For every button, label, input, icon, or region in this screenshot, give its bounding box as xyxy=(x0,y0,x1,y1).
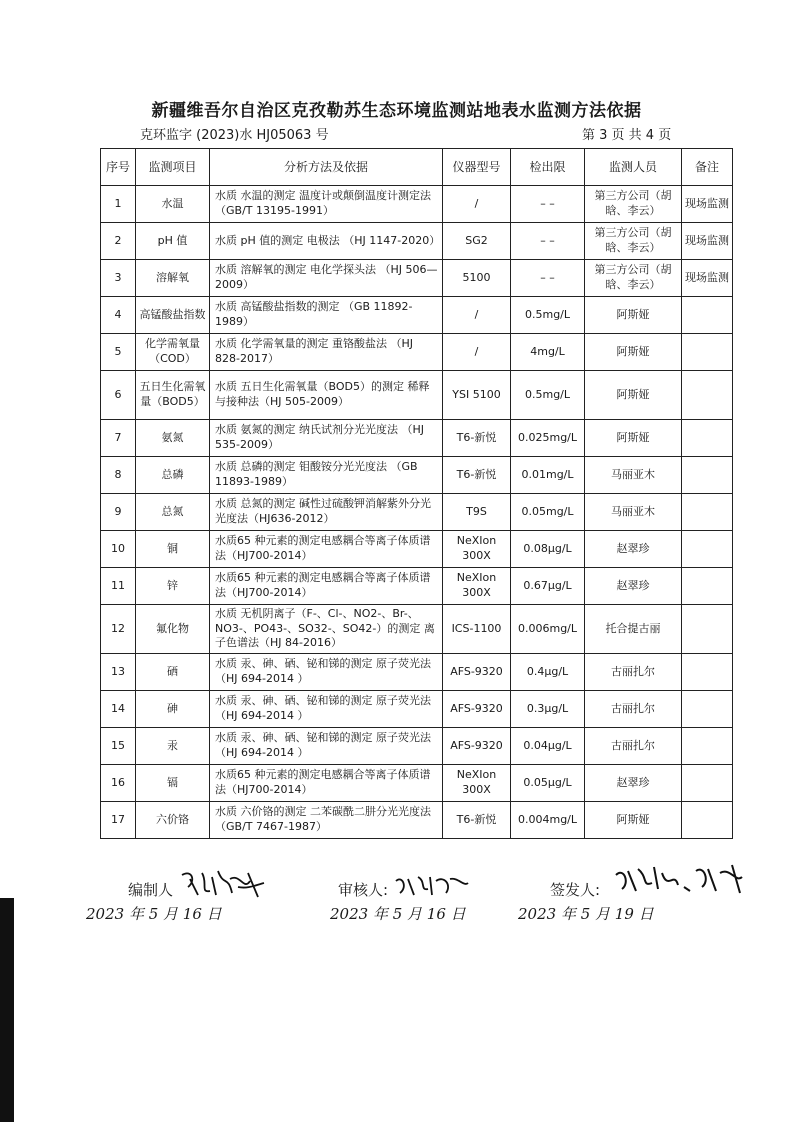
row-item: 锌 xyxy=(136,568,210,605)
row-limit: – – xyxy=(511,186,585,223)
row-no: 13 xyxy=(101,654,136,691)
row-item: 总氮 xyxy=(136,494,210,531)
compiler-label: 编制人 xyxy=(128,881,174,899)
row-note xyxy=(682,420,733,457)
table-row xyxy=(101,802,733,839)
table-row xyxy=(101,654,733,691)
row-instrument: T9S xyxy=(443,494,511,531)
row-instrument: AFS-9320 xyxy=(443,691,511,728)
row-instrument: AFS-9320 xyxy=(443,654,511,691)
row-method: 水质 水温的测定 温度计或颠倒温度计测定法（GB/T 13195-1991） xyxy=(210,186,443,223)
row-staff: 阿斯娅 xyxy=(585,802,682,839)
row-item: pH 值 xyxy=(136,223,210,260)
row-limit: – – xyxy=(511,260,585,297)
row-no: 17 xyxy=(101,802,136,839)
row-instrument: NeXIon 300X xyxy=(443,765,511,802)
row-no: 16 xyxy=(101,765,136,802)
row-staff: 第三方公司（胡晗、李云） xyxy=(585,223,682,260)
row-limit: 0.025mg/L xyxy=(511,420,585,457)
reviewer-signature xyxy=(392,871,472,899)
row-note: 现场监测 xyxy=(682,223,733,260)
header-instrument: 仪器型号 xyxy=(443,149,511,186)
table-row xyxy=(101,605,733,654)
row-method: 水质 总氮的测定 碱性过硫酸钾消解紫外分光光度法（HJ636-2012） xyxy=(210,494,443,531)
row-limit: 0.04μg/L xyxy=(511,728,585,765)
row-instrument: / xyxy=(443,297,511,334)
table-row xyxy=(101,420,733,457)
row-item: 高锰酸盐指数 xyxy=(136,297,210,334)
row-note xyxy=(682,297,733,334)
row-instrument: / xyxy=(443,186,511,223)
methods-table xyxy=(100,148,733,839)
row-staff: 古丽扎尔 xyxy=(585,654,682,691)
row-staff: 托合提古丽 xyxy=(585,605,682,654)
row-staff: 赵翠珍 xyxy=(585,568,682,605)
row-limit: 0.006mg/L xyxy=(511,605,585,654)
row-note: 现场监测 xyxy=(682,186,733,223)
table-row xyxy=(101,568,733,605)
row-note xyxy=(682,691,733,728)
row-instrument: T6-新悦 xyxy=(443,457,511,494)
row-staff: 阿斯娅 xyxy=(585,371,682,420)
header-no: 序号 xyxy=(101,149,136,186)
document-number: 克环监字 (2023)水 HJ05063 号 xyxy=(140,128,329,143)
row-no: 1 xyxy=(101,186,136,223)
row-no: 11 xyxy=(101,568,136,605)
row-method: 水质 溶解氧的测定 电化学探头法 （HJ 506—2009） xyxy=(210,260,443,297)
row-item: 汞 xyxy=(136,728,210,765)
row-note: 现场监测 xyxy=(682,260,733,297)
table-row xyxy=(101,260,733,297)
row-staff: 赵翠珍 xyxy=(585,765,682,802)
row-limit: 0.3μg/L xyxy=(511,691,585,728)
row-limit: 0.4μg/L xyxy=(511,654,585,691)
row-limit: 0.08μg/L xyxy=(511,531,585,568)
row-no: 12 xyxy=(101,605,136,654)
row-method: 水质 汞、砷、硒、铋和锑的测定 原子荧光法（HJ 694-2014 ） xyxy=(210,691,443,728)
row-instrument: SG2 xyxy=(443,223,511,260)
table-row xyxy=(101,457,733,494)
compiler-date: 2023 年 5 月 16 日 xyxy=(86,905,222,923)
row-limit: 0.05μg/L xyxy=(511,765,585,802)
header-item: 监测项目 xyxy=(136,149,210,186)
row-staff: 阿斯娅 xyxy=(585,420,682,457)
row-item: 五日生化需氧量（BOD5） xyxy=(136,371,210,420)
row-staff: 古丽扎尔 xyxy=(585,728,682,765)
row-method: 水质 无机阴离子（F-、Cl-、NO2-、Br-、NO3-、PO43-、SO32-、SO42-）的测定 离子色谱法（HJ 84-2016） xyxy=(210,605,443,654)
table-row xyxy=(101,765,733,802)
header-method: 分析方法及依据 xyxy=(210,149,443,186)
row-no: 14 xyxy=(101,691,136,728)
row-staff: 第三方公司（胡晗、李云） xyxy=(585,186,682,223)
row-instrument: AFS-9320 xyxy=(443,728,511,765)
row-instrument: NeXIon 300X xyxy=(443,568,511,605)
row-item: 铜 xyxy=(136,531,210,568)
row-instrument: / xyxy=(443,334,511,371)
row-staff: 阿斯娅 xyxy=(585,297,682,334)
header-staff: 监测人员 xyxy=(585,149,682,186)
row-method: 水质 总磷的测定 钼酸铵分光光度法 （GB 11893-1989） xyxy=(210,457,443,494)
row-method: 水质65 种元素的测定电感耦合等离子体质谱法（HJ700-2014） xyxy=(210,531,443,568)
row-method: 水质65 种元素的测定电感耦合等离子体质谱法（HJ700-2014） xyxy=(210,568,443,605)
header-limit: 检出限 xyxy=(511,149,585,186)
table-row xyxy=(101,371,733,420)
row-no: 7 xyxy=(101,420,136,457)
header-note: 备注 xyxy=(682,149,733,186)
table-body xyxy=(101,186,733,839)
row-staff: 第三方公司（胡晗、李云） xyxy=(585,260,682,297)
row-staff: 赵翠珍 xyxy=(585,531,682,568)
table-row xyxy=(101,728,733,765)
table-row xyxy=(101,334,733,371)
row-no: 9 xyxy=(101,494,136,531)
row-note xyxy=(682,568,733,605)
row-instrument: T6-新悦 xyxy=(443,802,511,839)
row-item: 六价铬 xyxy=(136,802,210,839)
row-instrument: YSI 5100 xyxy=(443,371,511,420)
row-item: 化学需氧量（COD） xyxy=(136,334,210,371)
table-row xyxy=(101,494,733,531)
row-method: 水质 汞、砷、硒、铋和锑的测定 原子荧光法（HJ 694-2014 ） xyxy=(210,654,443,691)
table-row xyxy=(101,186,733,223)
row-item: 总磷 xyxy=(136,457,210,494)
row-method: 水质 六价铬的测定 二苯碳酰二肼分光光度法（GB/T 7467-1987） xyxy=(210,802,443,839)
scan-edge-shadow xyxy=(0,898,14,1122)
row-limit: – – xyxy=(511,223,585,260)
issuer-label: 签发人: xyxy=(550,881,601,899)
row-limit: 4mg/L xyxy=(511,334,585,371)
row-limit: 0.05mg/L xyxy=(511,494,585,531)
row-item: 水温 xyxy=(136,186,210,223)
row-method: 水质 pH 值的测定 电极法 （HJ 1147-2020） xyxy=(210,223,443,260)
page-info: 第 3 页 共 4 页 xyxy=(582,128,672,143)
row-item: 氨氮 xyxy=(136,420,210,457)
row-note xyxy=(682,334,733,371)
row-note xyxy=(682,371,733,420)
reviewer-date: 2023 年 5 月 16 日 xyxy=(330,905,466,923)
row-item: 硒 xyxy=(136,654,210,691)
row-note xyxy=(682,654,733,691)
row-no: 15 xyxy=(101,728,136,765)
row-method: 水质 五日生化需氧量（BOD5）的测定 稀释与接种法（HJ 505-2009） xyxy=(210,371,443,420)
reviewer-label: 审核人: xyxy=(338,881,389,899)
document-title: 新疆维吾尔自治区克孜勒苏生态环境监测站地表水监测方法依据 xyxy=(151,101,642,121)
table-row xyxy=(101,691,733,728)
row-no: 3 xyxy=(101,260,136,297)
row-instrument: 5100 xyxy=(443,260,511,297)
table-header-row xyxy=(101,149,733,186)
issuer-date: 2023 年 5 月 19 日 xyxy=(518,905,654,923)
compiler-signature xyxy=(178,867,268,901)
row-no: 10 xyxy=(101,531,136,568)
row-instrument: T6-新悦 xyxy=(443,420,511,457)
row-limit: 0.01mg/L xyxy=(511,457,585,494)
row-limit: 0.67μg/L xyxy=(511,568,585,605)
row-item: 镉 xyxy=(136,765,210,802)
table-row xyxy=(101,531,733,568)
row-limit: 0.004mg/L xyxy=(511,802,585,839)
row-instrument: NeXIon 300X xyxy=(443,531,511,568)
row-no: 6 xyxy=(101,371,136,420)
row-staff: 马丽亚木 xyxy=(585,457,682,494)
table-row xyxy=(101,223,733,260)
signature-block xyxy=(0,875,793,935)
row-method: 水质65 种元素的测定电感耦合等离子体质谱法（HJ700-2014） xyxy=(210,765,443,802)
row-no: 8 xyxy=(101,457,136,494)
row-note xyxy=(682,605,733,654)
row-no: 2 xyxy=(101,223,136,260)
row-method: 水质 氨氮的测定 纳氏试剂分光光度法 （HJ 535-2009） xyxy=(210,420,443,457)
row-method: 水质 汞、砷、硒、铋和锑的测定 原子荧光法（HJ 694-2014 ） xyxy=(210,728,443,765)
row-note xyxy=(682,728,733,765)
row-staff: 古丽扎尔 xyxy=(585,691,682,728)
row-item: 溶解氧 xyxy=(136,260,210,297)
row-no: 4 xyxy=(101,297,136,334)
row-no: 5 xyxy=(101,334,136,371)
row-staff: 马丽亚木 xyxy=(585,494,682,531)
row-note xyxy=(682,457,733,494)
row-limit: 0.5mg/L xyxy=(511,371,585,420)
table-row xyxy=(101,297,733,334)
row-method: 水质 高锰酸盐指数的测定 （GB 11892-1989） xyxy=(210,297,443,334)
row-staff: 阿斯娅 xyxy=(585,334,682,371)
issuer-signature xyxy=(612,861,752,897)
row-note xyxy=(682,765,733,802)
row-instrument: ICS-1100 xyxy=(443,605,511,654)
row-note xyxy=(682,802,733,839)
row-item: 砷 xyxy=(136,691,210,728)
row-method: 水质 化学需氧量的测定 重铬酸盐法 （HJ 828-2017） xyxy=(210,334,443,371)
row-item: 氟化物 xyxy=(136,605,210,654)
row-note xyxy=(682,494,733,531)
row-note xyxy=(682,531,733,568)
row-limit: 0.5mg/L xyxy=(511,297,585,334)
